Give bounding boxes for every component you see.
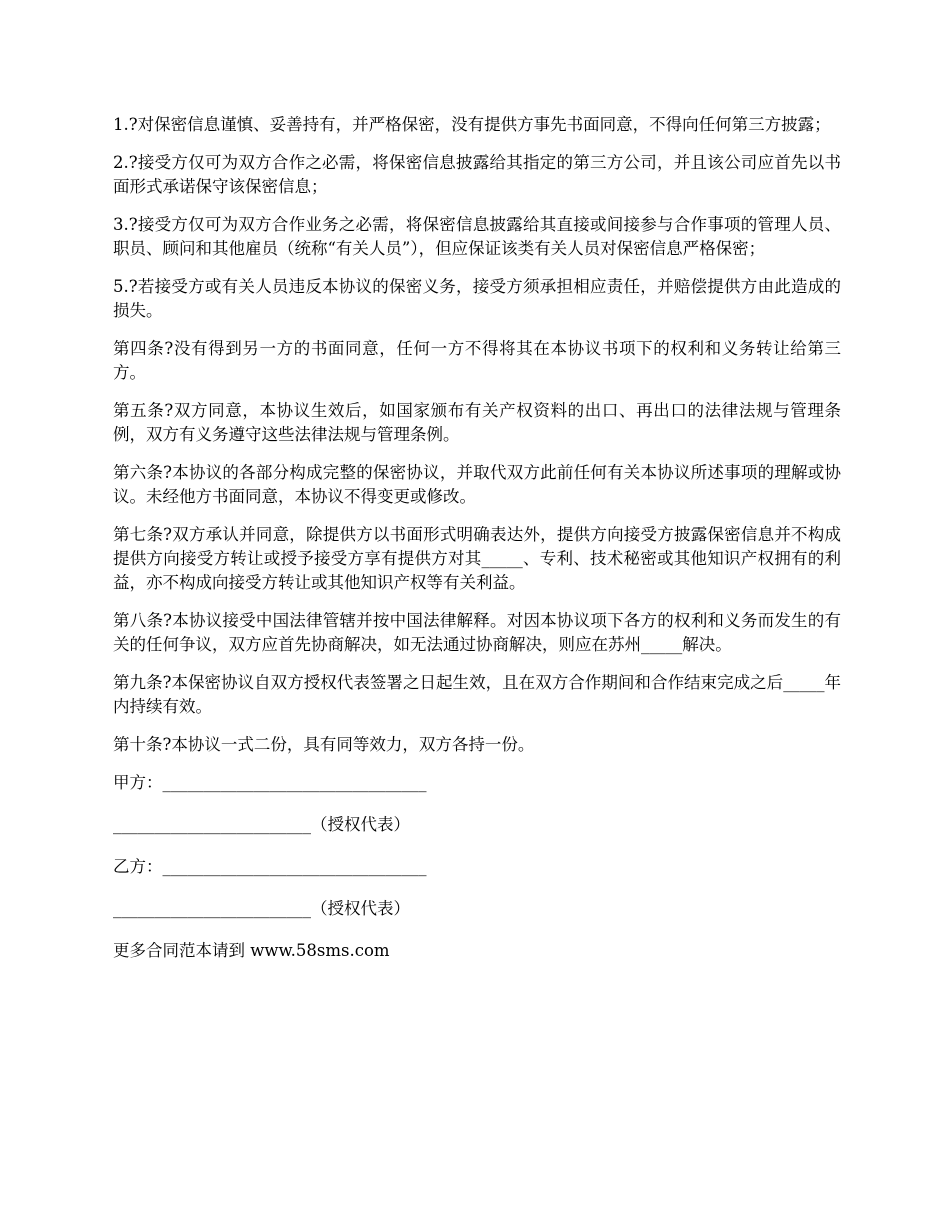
article-6: 第六条?本协议的各部分构成完整的保密协议，并取代双方此前任何有关本协议所述事项的理解或协议。未经他方书面同意，本协议不得变更或修改。 xyxy=(113,463,841,506)
article-4: 第四条?没有得到另一方的书面同意，任何一方不得将其在本协议书项下的权利和义务转让给第三方。 xyxy=(113,339,841,382)
document-page xyxy=(113,113,841,981)
article-7: 第七条?双方承认并同意，除提供方以书面形式明确表达外，提供方向接受方披露保密信息并不构成提供方向接受方转让或授予接受方享有提供方对其_____、专利、技术秘密或其他知识产权拥有的利益，亦不构成向接受方转让或其他知识产权等有关利益。 xyxy=(113,525,841,592)
article-5: 第五条?双方同意，本协议生效后，如国家颁布有关产权资料的出口、再出口的法律法规与管理条例，双方有义务遵守这些法律法规与管理条例。 xyxy=(113,401,841,444)
party-b-line: 乙方：________________________________ xyxy=(113,857,427,876)
clause-3: 3.?接受方仅可为双方合作业务之必需，将保密信息披露给其直接或间接参与合作事项的管理人员、职员、顾问和其他雇员（统称“有关人员”），但应保证该类有关人员对保密信息严格保密； xyxy=(113,215,841,258)
article-8: 第八条?本协议接受中国法律管辖并按中国法律解释。对因本协议项下各方的权利和义务而发生的有关的任何争议，双方应首先协商解决，如无法通过协商解决，则应在苏州_____解决。 xyxy=(113,611,841,654)
party-b-representative: ________________________（授权代表） xyxy=(113,899,410,918)
article-9: 第九条?本保密协议自双方授权代表签署之日起生效，且在双方合作期间和合作结束完成之后_____年内持续有效。 xyxy=(113,673,841,716)
clause-1: 1.?对保密信息谨慎、妥善持有，并严格保密，没有提供方事先书面同意，不得向任何第三方披露； xyxy=(113,115,831,134)
footer-note: 更多合同范本请到 www.58sms.com xyxy=(113,941,390,960)
clause-2: 2.?接受方仅可为双方合作之必需，将保密信息披露给其指定的第三方公司，并且该公司应首先以书面形式承诺保守该保密信息； xyxy=(113,153,841,196)
party-a-line: 甲方：________________________________ xyxy=(113,773,427,792)
party-a-representative: ________________________（授权代表） xyxy=(113,815,410,834)
article-10: 第十条?本协议一式二份，具有同等效力，双方各持一份。 xyxy=(113,735,535,754)
clause-5: 5.?若接受方或有关人员违反本协议的保密义务，接受方须承担相应责任，并赔偿提供方由此造成的损失。 xyxy=(113,277,841,320)
